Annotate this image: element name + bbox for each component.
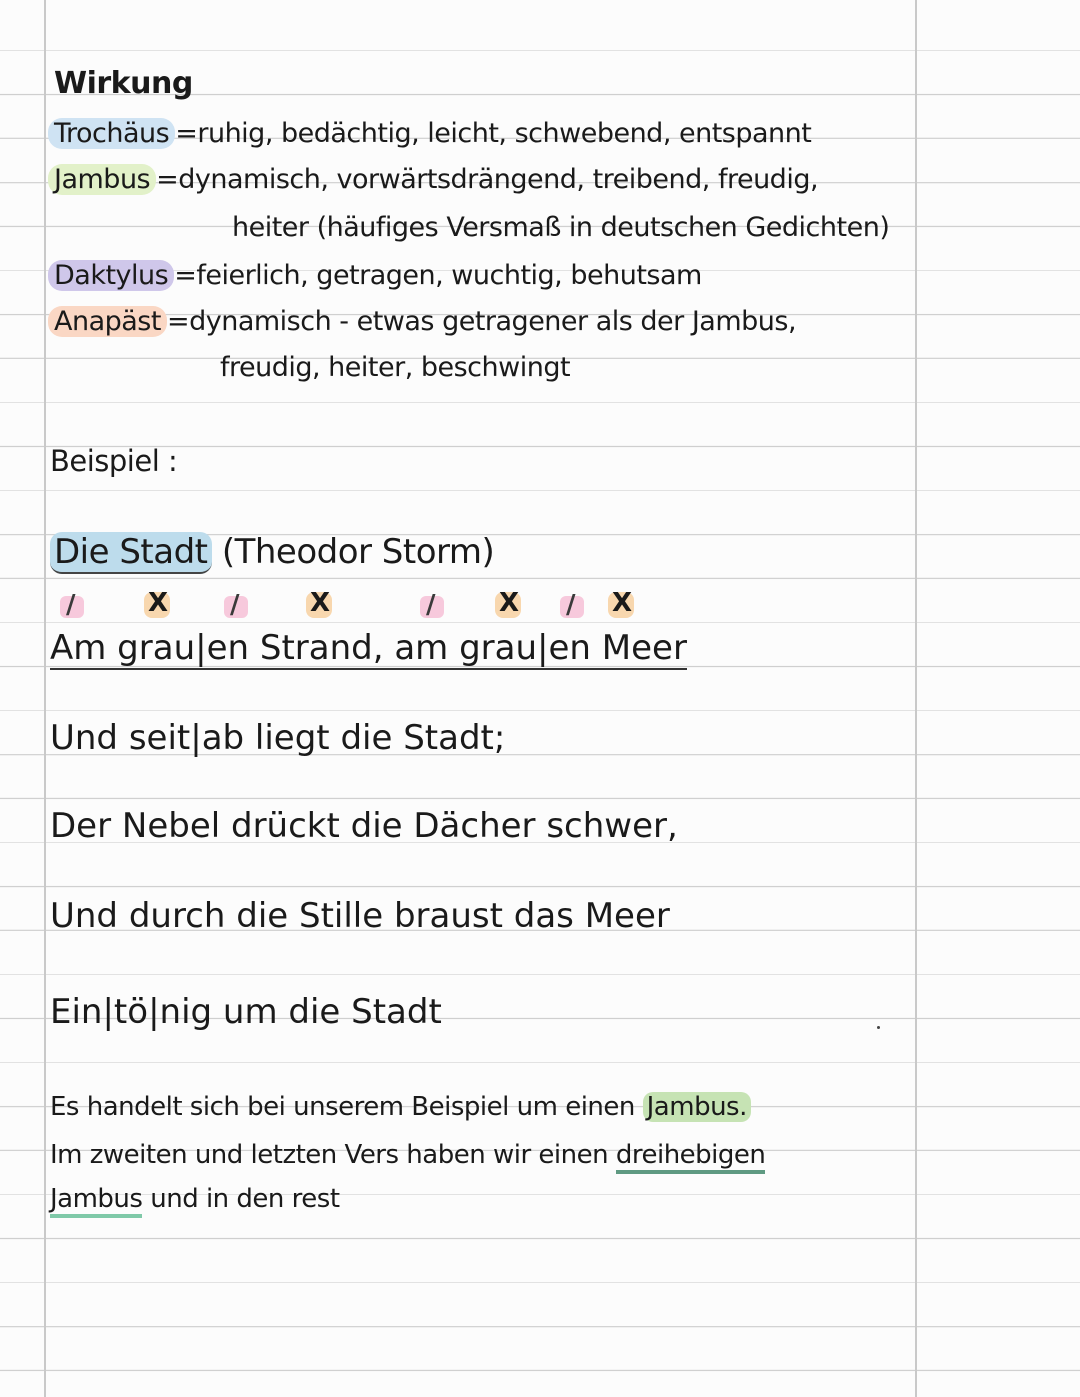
definition-trochaeus bbox=[54, 118, 811, 149]
term-anapaest: Anapäst bbox=[48, 306, 167, 337]
conclusion-term-dreihebigen: dreihebigen bbox=[616, 1140, 766, 1174]
conclusion-line-3 bbox=[50, 1184, 340, 1214]
conclusion-line-1 bbox=[50, 1092, 751, 1122]
desc-jambus-cont: heiter (häufiges Versmaß in deutschen Gedichten) bbox=[232, 212, 890, 243]
term-trochaeus: Trochäus bbox=[48, 118, 175, 149]
poem-line-5: Ein|tö|nig um die Stadt bbox=[50, 992, 442, 1032]
poem-title: Die Stadt bbox=[50, 532, 212, 574]
poem-line-1: Am grau|en Strand, am grau|en Meer bbox=[50, 628, 687, 668]
poem-heading bbox=[50, 532, 494, 572]
poem-author: (Theodor Storm) bbox=[221, 532, 495, 572]
meter-mark-stressed: / bbox=[66, 590, 76, 620]
meter-mark-unstressed: X bbox=[499, 588, 520, 618]
conclusion-term-jambus-2: Jambus bbox=[50, 1184, 142, 1218]
term-daktylus: Daktylus bbox=[48, 260, 174, 291]
meter-mark-unstressed: X bbox=[612, 588, 633, 618]
desc-jambus: dynamisch, vorwärtsdrängend, treibend, freudig, bbox=[178, 164, 819, 195]
term-jambus: Jambus bbox=[48, 164, 156, 195]
poem-line-2: Und seit|ab liegt die Stadt; bbox=[50, 718, 506, 758]
right-margin-line bbox=[915, 0, 917, 1397]
desc-daktylus: feierlich, getragen, wuchtig, behutsam bbox=[196, 260, 702, 291]
ink-dot bbox=[877, 1026, 880, 1029]
example-label: Beispiel : bbox=[50, 444, 178, 478]
poem-line-4: Und durch die Stille braust das Meer bbox=[50, 896, 670, 936]
conclusion-text-1: Es handelt sich bei unserem Beispiel um einen bbox=[50, 1092, 635, 1122]
equals-sign: = bbox=[166, 306, 190, 337]
definition-anapaest-cont bbox=[220, 352, 570, 383]
heading: Wirkung bbox=[54, 66, 193, 101]
equals-sign: = bbox=[156, 164, 179, 195]
conclusion-text-2: Im zweiten und letzten Vers haben wir einen bbox=[50, 1140, 609, 1170]
conclusion-term-jambus: Jambus. bbox=[643, 1092, 751, 1122]
meter-mark-unstressed: X bbox=[310, 588, 331, 618]
definition-jambus-cont bbox=[232, 212, 889, 243]
meter-mark-unstressed: X bbox=[148, 588, 169, 618]
meter-mark-stressed: / bbox=[566, 590, 576, 620]
equals-sign: = bbox=[175, 118, 198, 149]
definition-daktylus bbox=[54, 260, 702, 291]
desc-trochaeus: ruhig, bedächtig, leicht, schwebend, entspannt bbox=[197, 118, 812, 149]
equals-sign: = bbox=[174, 260, 197, 291]
poem-line-3: Der Nebel drückt die Dächer schwer, bbox=[50, 806, 678, 846]
meter-mark-stressed: / bbox=[230, 590, 240, 620]
desc-anapaest: dynamisch - etwas getragener als der Jambus, bbox=[189, 306, 797, 337]
left-margin-line bbox=[44, 0, 46, 1397]
conclusion-line-2 bbox=[50, 1140, 765, 1170]
meter-mark-stressed: / bbox=[426, 590, 436, 620]
conclusion-text-3: und in den rest bbox=[150, 1184, 340, 1214]
desc-anapaest-cont: freudig, heiter, beschwingt bbox=[220, 352, 571, 383]
definition-jambus bbox=[54, 164, 818, 195]
definition-anapaest bbox=[54, 306, 796, 337]
